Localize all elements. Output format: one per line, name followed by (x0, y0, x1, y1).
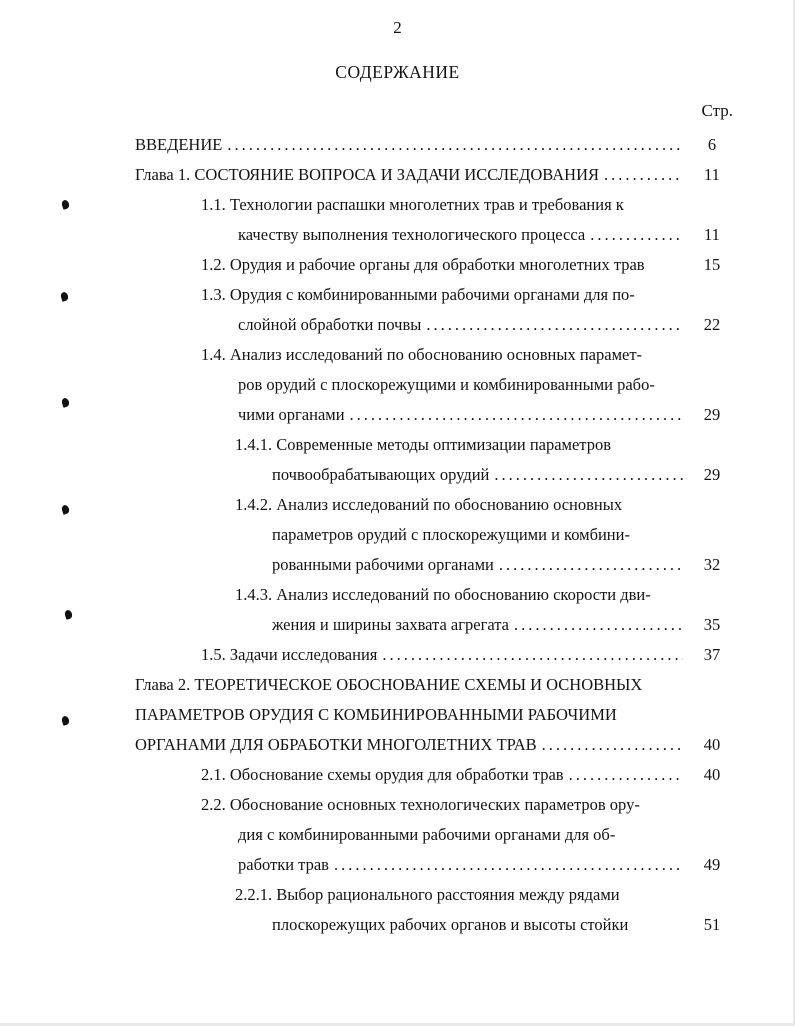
dot-leader (514, 610, 683, 640)
toc-entry-text: 2.2. Обоснование основных технологических параметров ору- (201, 795, 640, 814)
toc-entry-line (235, 430, 735, 460)
toc-entry (135, 130, 735, 160)
toc-entry-line (201, 820, 735, 850)
scan-artifact (61, 199, 70, 210)
toc-entry-line (201, 190, 735, 220)
dot-leader (590, 220, 683, 250)
toc-entry-line (235, 520, 735, 550)
toc-page-number: 51 (703, 915, 721, 934)
toc-entry-line (201, 220, 735, 250)
toc-page-number: 35 (703, 615, 721, 634)
toc-entry-text: 1.4.1. Современные методы оптимизации параметров (235, 435, 612, 454)
toc-page-number: 40 (703, 735, 721, 754)
toc-entry-text: ров орудий с плоскорежущими и комбинированными рабо- (238, 375, 655, 394)
toc-entry-text: Глава 2. ТЕОРЕТИЧЕСКОЕ ОБОСНОВАНИЕ СХЕМЫ И ОСНОВНЫХ (135, 675, 643, 694)
toc-page-number: 6 (707, 135, 717, 154)
toc-entry (235, 880, 735, 940)
toc-entry-line (201, 280, 735, 310)
toc-entry-text: 1.2. Орудия и рабочие органы для обработки многолетних трав (201, 255, 645, 274)
toc-entry (235, 490, 735, 580)
scan-artifact (61, 715, 70, 726)
toc-page-number: 37 (703, 645, 721, 664)
toc-entry-line (235, 490, 735, 520)
toc-entry-text: 1.3. Орудия с комбинированными рабочими органами для по- (201, 285, 635, 304)
toc-entry-line (135, 730, 735, 760)
dot-leader (426, 310, 683, 340)
toc-entry-text: слойной обработки почвы (238, 315, 422, 334)
toc-entry (235, 430, 735, 490)
toc-entry-text: 1.4.3. Анализ исследований по обоснованию скорости дви- (235, 585, 651, 604)
toc-entry-text: чими органами (238, 405, 345, 424)
toc-entry-text: 1.5. Задачи исследования (201, 645, 378, 664)
toc-entry-text: жения и ширины захвата агрегата (272, 615, 509, 634)
toc-entry-line (201, 250, 735, 280)
toc-entry (201, 190, 735, 250)
page-column-header: Стр. (701, 101, 733, 120)
toc-page-number: 11 (704, 225, 720, 244)
toc-entry-line (201, 400, 735, 430)
dot-leader (382, 640, 683, 670)
toc-entry-text: дия с комбинированными рабочими органами для об- (238, 825, 616, 844)
toc-entry (201, 760, 735, 790)
dot-leader (494, 460, 683, 490)
toc-page-number: 29 (703, 465, 721, 484)
toc-entry-line (235, 550, 735, 580)
toc-page-number: 11 (704, 165, 720, 184)
toc-entry-text: качеству выполнения технологического процесса (238, 225, 586, 244)
toc-entry-line (235, 880, 735, 910)
toc-entry-line (201, 790, 735, 820)
toc-entry-line (201, 640, 735, 670)
toc-entry-text: плоскорежущих рабочих органов и высоты стойки (272, 915, 629, 934)
scan-artifact (61, 504, 70, 515)
toc-entry-line (235, 610, 735, 640)
scan-artifact (61, 397, 70, 408)
toc-entry-line (235, 910, 735, 940)
toc-page-number: 22 (703, 315, 721, 334)
toc-entry (201, 790, 735, 880)
toc-entry-line (201, 850, 735, 880)
toc-entry-text: 1.4. Анализ исследований по обоснованию основных парамет- (201, 345, 643, 364)
toc-page-number: 49 (703, 855, 721, 874)
toc-entry-text: работки трав (238, 855, 329, 874)
toc-entry-text: ОРГАНАМИ ДЛЯ ОБРАБОТКИ МНОГОЛЕТНИХ ТРАВ (135, 735, 537, 754)
toc-entry (235, 580, 735, 640)
toc-entry-line (201, 340, 735, 370)
toc-entry-line (201, 760, 735, 790)
toc-entry-line (135, 700, 735, 730)
toc-entry (201, 640, 735, 670)
scan-artifact (64, 609, 73, 620)
toc-entry-line (135, 130, 735, 160)
toc-entry-line (235, 580, 735, 610)
toc-entry (201, 250, 735, 280)
dot-leader (569, 760, 683, 790)
toc-entry-text: 2.2.1. Выбор рационального расстояния между рядами (235, 885, 620, 904)
toc-entry (201, 340, 735, 430)
toc-entry-line (135, 670, 735, 700)
toc-title: СОДЕРЖАНИЕ (335, 62, 460, 82)
toc-entry-text: 1.4.2. Анализ исследований по обоснованию основных (235, 495, 623, 514)
toc-page-number: 32 (703, 555, 721, 574)
toc-entry-text: параметров орудий с плоскорежущими и комбини- (272, 525, 630, 544)
toc-entry-text: ПАРАМЕТРОВ ОРУДИЯ С КОМБИНИРОВАННЫМИ РАБОЧИМИ (135, 705, 617, 724)
dot-leader (227, 130, 683, 160)
toc-entry (135, 670, 735, 760)
toc-page-number: 29 (703, 405, 721, 424)
toc-list (135, 130, 735, 940)
dot-leader (499, 550, 683, 580)
page-number-header: 2 (393, 18, 402, 37)
toc-entry-line (201, 370, 735, 400)
toc-entry-line (135, 160, 735, 190)
toc-entry-text: ВВЕДЕНИЕ (135, 135, 223, 154)
toc-page-number: 15 (703, 255, 721, 274)
scan-artifact (60, 291, 69, 302)
dot-leader (604, 160, 683, 190)
dot-leader (542, 730, 683, 760)
toc-entry-text: 2.1. Обоснование схемы орудия для обработки трав (201, 765, 564, 784)
toc-entry-text: 1.1. Технологии распашки многолетних трав и требования к (201, 195, 624, 214)
toc-entry-line (235, 460, 735, 490)
toc-entry-text: рованными рабочими органами (272, 555, 494, 574)
toc-entry-line (201, 310, 735, 340)
toc-entry (201, 280, 735, 340)
dot-leader (350, 400, 683, 430)
toc-page-number: 40 (703, 765, 721, 784)
dot-leader (334, 850, 683, 880)
toc-entry-text: почвообрабатывающих орудий (272, 465, 490, 484)
toc-entry (135, 160, 735, 190)
toc-entry-text: Глава 1. СОСТОЯНИЕ ВОПРОСА И ЗАДАЧИ ИССЛЕДОВАНИЯ (135, 165, 600, 184)
